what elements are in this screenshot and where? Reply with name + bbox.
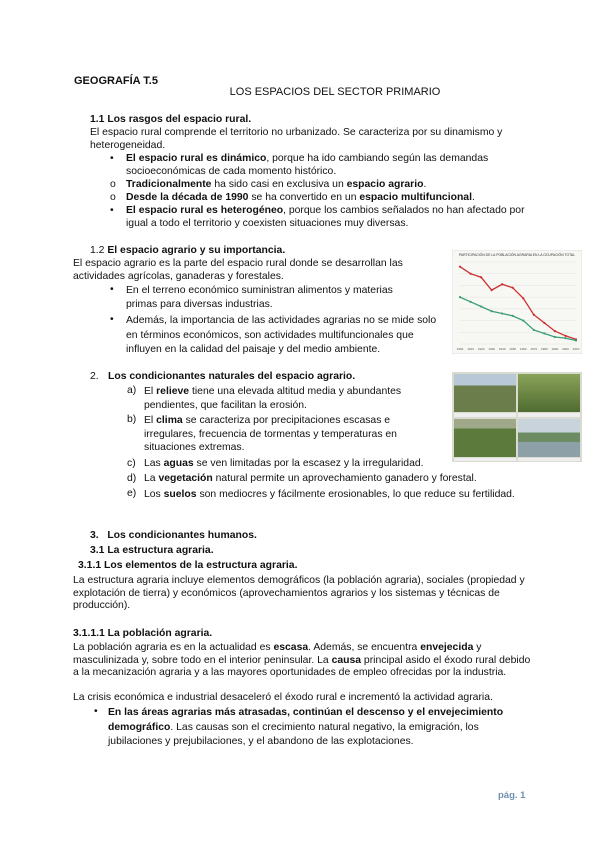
chart-x-tick: 1910 <box>467 347 474 351</box>
list-item: Los suelos son mediocres y fácilmente erosionables, lo que reduce su fertilidad. <box>144 489 515 500</box>
list-marker: b) <box>127 414 137 425</box>
chart-x-tick: 1960 <box>519 347 527 351</box>
chart-point <box>564 337 566 339</box>
landscape-photos <box>452 372 582 462</box>
page-title <box>0 86 600 99</box>
photo-crops <box>518 374 580 412</box>
list-item: La vegetación natural permite un aprovechamiento ganadero y forestal. <box>144 473 477 484</box>
chart-point <box>491 289 493 291</box>
photo-irrigation <box>518 419 580 457</box>
bullet-marker: • <box>110 205 114 216</box>
bullet-marker: • <box>94 706 98 717</box>
chart-x-tick: 1970 <box>530 347 538 351</box>
list-item: El espacio rural es heterogéneo, porque los cambios señalados no han afectado por igual a todo el territorio y coexisten situaciones muy diversas. <box>126 205 525 229</box>
list-item: Además, la importancia de las actividades agrarias no se mide solo en términos económicos, son actividades multifuncionales que influyen en la calidad del paisaje y del medio ambiente. <box>126 315 437 355</box>
bullet-marker: o <box>110 192 116 203</box>
chart-point <box>501 283 503 285</box>
list-item: En el terreno económico suministran alimentos y materias primas para diversas industrias. <box>126 285 393 310</box>
list-item: El relieve tiene una elevada altitud media y abundantes pendientes, que facilitan la erosión. <box>144 386 402 411</box>
chart-x-tick: 1950 <box>509 347 517 351</box>
chart-point <box>564 335 566 337</box>
chart-point <box>469 273 471 275</box>
list-item: El espacio rural es dinámico, porque ha ido cambiando según las demandas socioeconómicas de cada momento histórico. <box>126 153 489 177</box>
chart-point <box>554 336 556 338</box>
photo-caption <box>454 458 516 461</box>
chart-x-tick: 1940 <box>498 347 506 351</box>
paragraph-3-1-1: La estructura agraria incluye elementos demográficos (la población agraria), sociales (propiedad y explotación de tierra) y económicos (aprovechamientos agrarios y los sistemas y técnicas de producción). <box>73 575 525 612</box>
photo-caption <box>518 413 580 417</box>
bullet-marker: • <box>110 153 114 164</box>
heading-3-1-1-1: 3.1.1.1 La población agraria. <box>73 628 213 639</box>
chart-x-tick: 1980 <box>541 347 548 351</box>
subject-title: GEOGRAFÍA T.5 <box>74 75 158 87</box>
paragraph-1-1: El espacio rural comprende el territorio no urbanizado. Se caracteriza por su dinamismo y heterogeneidad. <box>90 127 503 151</box>
list-marker: a) <box>127 385 137 396</box>
chart-title: PARTICIPACIÓN DE LA POBLACIÓN AGRARIA EN LA OCUPACIÓN TOTAL <box>458 253 576 257</box>
chart-point <box>459 296 461 298</box>
list-item: Tradicionalmente ha sido casi en exclusiva un espacio agrario. <box>126 179 427 190</box>
heading-2: Los condicionantes naturales del espacio agrario. <box>108 371 356 382</box>
chart-point <box>459 266 461 268</box>
chart-x-tick: 1900 <box>456 347 464 351</box>
photo-terraced-fields <box>454 374 516 412</box>
photo-caption <box>454 413 516 417</box>
heading-3-1: 3.1 La estructura agraria. <box>90 545 214 556</box>
paragraph-population: La población agraria es en la actualidad es escasa. Además, se encuentra envejecida y masculinizada y, sobre todo en el interior peninsular. La causa principal asido el éxodo rural debido a la mecanización agraria y a las mayores oportunidades de empleo ofrecidas por la industria. <box>73 642 531 679</box>
agrarian-population-chart <box>452 250 582 354</box>
chart-point <box>501 312 503 314</box>
chart-point <box>533 314 535 316</box>
section-number: 2. <box>90 371 99 382</box>
chart-point <box>543 332 545 334</box>
chart-point <box>543 322 545 324</box>
bullet-marker: • <box>110 314 114 325</box>
list-marker: e) <box>127 488 137 499</box>
page-number: pág. 1 <box>498 790 526 801</box>
bullet-marker: • <box>110 284 114 295</box>
paragraph-1-2: El espacio agrario es la parte del espacio rural donde se desarrollan las actividades agrícolas, ganaderas y forestales. <box>73 258 403 282</box>
chart-point <box>575 339 577 341</box>
heading-3: 3. Los condicionantes humanos. <box>90 530 257 541</box>
chart-point <box>512 315 514 317</box>
list-item: En las áreas agrarias más atrasadas, continúan el descenso y el envejecimiento demográfico. Las causas son el crecimiento natural negativo, la emigración, los jubilaciones y prejubilaciones, y el abandono de las explotaciones. <box>108 707 504 747</box>
chart-x-tick: 1990 <box>551 347 559 351</box>
chart-point <box>554 330 556 332</box>
list-item: Las aguas se ven limitadas por la escasez y la irregularidad. <box>144 458 424 469</box>
heading-1-1: 1.1 Los rasgos del espacio rural. <box>90 114 252 125</box>
chart-x-tick: 1920 <box>477 347 485 351</box>
chart-point <box>522 319 524 321</box>
list-marker: c) <box>127 458 136 469</box>
photo-caption <box>518 458 580 461</box>
chart-point <box>533 329 535 331</box>
list-item: El clima se caracteriza por precipitaciones escasas e irregulares, frecuencia de tormentas y temperaturas en situaciones extremas. <box>144 415 397 453</box>
page-title-text: LOS ESPACIOS DEL SECTOR PRIMARIO <box>229 86 441 98</box>
list-item: Desde la década de 1990 se ha convertido en un espacio multifuncional. <box>126 192 475 203</box>
chart-x-tick: 2000 <box>562 347 569 351</box>
bullet-marker: o <box>110 179 116 190</box>
chart-point <box>512 287 514 289</box>
heading-3-1-1: 3.1.1 Los elementos de la estructura agraria. <box>78 560 298 571</box>
chart-point <box>522 297 524 299</box>
chart-point <box>491 310 493 312</box>
list-marker: d) <box>127 473 137 484</box>
chart-point <box>480 276 482 278</box>
chart-point <box>480 305 482 307</box>
heading-1-2: 1.2 El espacio agrario y su importancia. <box>90 245 286 256</box>
photo-meadow <box>454 419 516 457</box>
chart-x-tick: 1930 <box>488 347 495 351</box>
chart-x-tick: 2010 <box>572 347 580 351</box>
paragraph-crisis: La crisis económica e industrial desaceleró el éxodo rural e incrementó la actividad agraria. <box>73 692 493 703</box>
chart-point <box>469 301 471 303</box>
